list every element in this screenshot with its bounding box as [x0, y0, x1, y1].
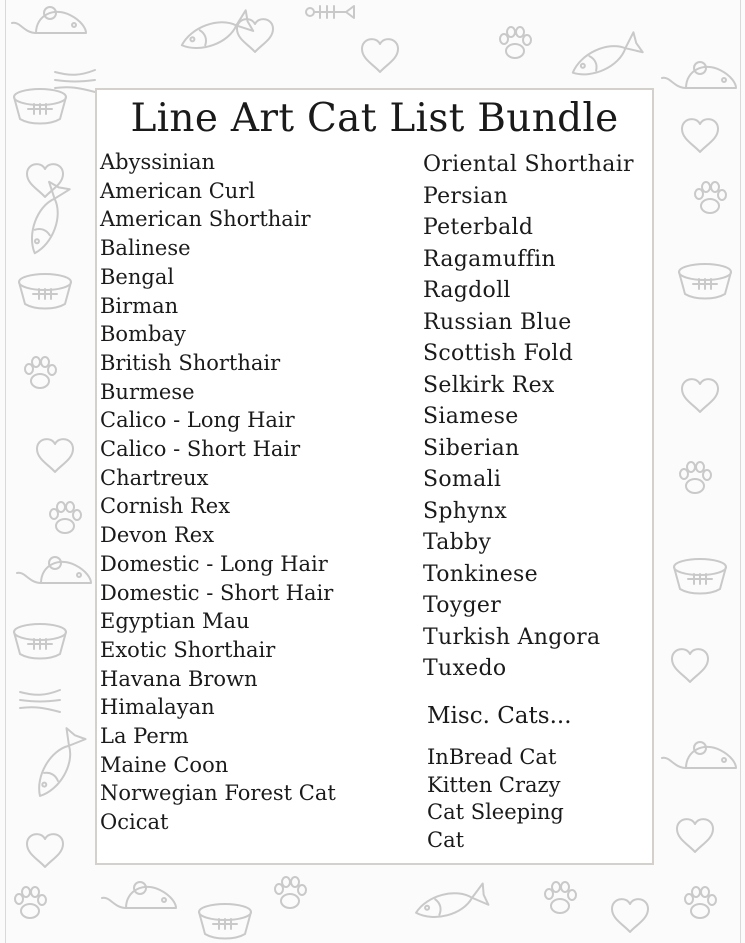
cat-list-item: Havana Brown: [100, 666, 258, 691]
cat-list-item: Chartreux: [100, 465, 209, 490]
cat-list-item: Scottish Fold: [423, 341, 574, 366]
cat-list-item: Cornish Rex: [100, 494, 231, 519]
cat-list-item: Cat: [427, 827, 465, 852]
cat-list-item: Persian: [423, 183, 509, 209]
cat-list-item: Calico - Short Hair: [100, 437, 301, 462]
cat-list-item: Maine Coon: [100, 752, 229, 777]
cat-list-item: Devon Rex: [100, 523, 215, 548]
cat-list-item: Domestic - Long Hair: [100, 551, 328, 576]
cat-list-item: Tuxedo: [423, 656, 507, 681]
cat-list-item: Turkish Angora: [423, 624, 601, 650]
cat-list-item: Somali: [423, 467, 502, 492]
cat-list-item: Toyger: [423, 593, 502, 618]
misc-section-title: Misc. Cats...: [427, 703, 572, 729]
cat-list-item: Russian Blue: [423, 309, 572, 335]
cat-list-card: [95, 88, 654, 865]
cat-list-left-column: [100, 148, 336, 837]
cat-list-item: La Perm: [100, 724, 189, 749]
cat-list-item: Norwegian Forest Cat: [100, 781, 336, 806]
cat-list-item: Siamese: [423, 404, 519, 429]
cat-list-item: Himalayan: [100, 695, 215, 720]
cat-list-item: Kitten Crazy: [427, 772, 561, 797]
cat-list-item: Ocicat: [100, 810, 169, 835]
cat-list-item: British Shorthair: [100, 350, 281, 375]
cat-list-item: InBread Cat: [427, 745, 557, 769]
cat-list-item: Domestic - Short Hair: [100, 580, 334, 605]
cat-list-item: Cat Sleeping: [427, 800, 564, 824]
cat-list-item: Birman: [100, 293, 179, 318]
cat-list-item: Ragdoll: [423, 278, 511, 303]
cat-list-item: Bombay: [100, 322, 186, 347]
cat-list-right-column: [423, 149, 634, 685]
cat-list-item: Tonkinese: [423, 561, 538, 587]
cat-list-item: Calico - Long Hair: [100, 408, 295, 433]
misc-cat-list: [427, 744, 564, 854]
cat-list-item: Exotic Shorthair: [100, 637, 276, 662]
cat-list-item: Siberian: [423, 435, 520, 461]
cat-list-item: Abyssinian: [100, 150, 216, 174]
cat-list-item: American Curl: [100, 178, 256, 203]
cat-list-item: Burmese: [100, 379, 195, 404]
cat-list-item: American Shorthair: [100, 207, 311, 232]
page-title: Line Art Cat List Bundle: [130, 96, 619, 141]
cat-list-item: Peterbald: [423, 215, 534, 240]
cat-list-item: Ragamuffin: [423, 246, 556, 272]
cat-list-item: Tabby: [423, 530, 492, 555]
cat-list-item: Selkirk Rex: [423, 372, 555, 398]
cat-list-item: Balinese: [100, 236, 191, 261]
cat-list-item: Bengal: [100, 264, 175, 289]
cat-list-item: Egyptian Mau: [100, 609, 250, 634]
cat-list-item: Sphynx: [423, 498, 508, 524]
cat-list-item: Oriental Shorthair: [423, 152, 634, 177]
